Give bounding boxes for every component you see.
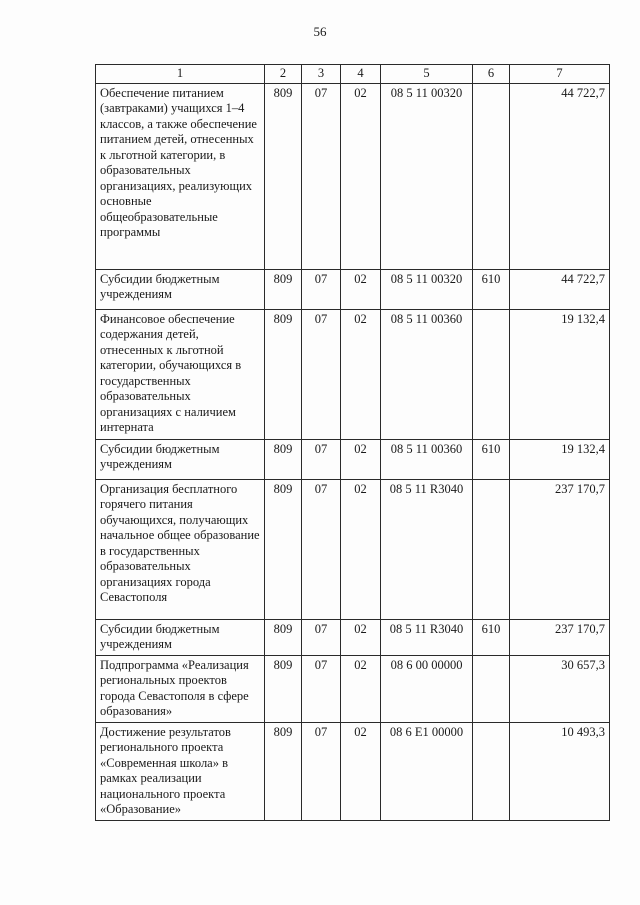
table-row [96, 655, 610, 722]
row-name: Субсидии бюджетным учреждениям [96, 619, 265, 655]
row-ministry-code: 809 [265, 309, 302, 439]
table-row [96, 309, 610, 439]
row-expense-type [473, 722, 510, 820]
table-row [96, 83, 610, 269]
row-target-code: 08 5 11 00360 [381, 309, 473, 439]
row-section-code: 07 [302, 722, 341, 820]
row-ministry-code: 809 [265, 722, 302, 820]
row-target-code: 08 5 11 00360 [381, 439, 473, 479]
row-expense-type: 610 [473, 439, 510, 479]
table-row [96, 439, 610, 479]
row-subsection-code: 02 [341, 619, 381, 655]
row-name: Организация бесплатного горячего питания обучающихся, получающих начальное общее образование в государственных образовательных организациях города Севастополя [96, 479, 265, 619]
row-section-code: 07 [302, 479, 341, 619]
row-amount: 44 722,7 [510, 269, 610, 309]
column-header-4: 4 [341, 65, 381, 84]
row-expense-type: 610 [473, 619, 510, 655]
row-expense-type [473, 309, 510, 439]
row-subsection-code: 02 [341, 722, 381, 820]
header-row [96, 65, 610, 84]
row-name: Подпрограмма «Реализация региональных проектов города Севастополя в сфере образования» [96, 655, 265, 722]
row-target-code: 08 5 11 00320 [381, 83, 473, 269]
column-header-2: 2 [265, 65, 302, 84]
table-row [96, 479, 610, 619]
row-name: Обеспечение питанием (завтраками) учащихся 1–4 классов, а также обеспечение питанием детей, отнесенных к льготной категории, в образовательных организациях, реализующих основные общеобразовательные программы [96, 83, 265, 269]
row-subsection-code: 02 [341, 439, 381, 479]
row-subsection-code: 02 [341, 479, 381, 619]
row-subsection-code: 02 [341, 83, 381, 269]
row-target-code: 08 5 11 00320 [381, 269, 473, 309]
row-name: Субсидии бюджетным учреждениям [96, 269, 265, 309]
row-section-code: 07 [302, 269, 341, 309]
row-expense-type: 610 [473, 269, 510, 309]
row-ministry-code: 809 [265, 479, 302, 619]
row-ministry-code: 809 [265, 619, 302, 655]
row-name: Достижение результатов регионального проекта «Современная школа» в рамках реализации национального проекта «Образование» [96, 722, 265, 820]
row-amount: 30 657,3 [510, 655, 610, 722]
row-amount: 10 493,3 [510, 722, 610, 820]
row-expense-type [473, 83, 510, 269]
row-target-code: 08 5 11 R3040 [381, 619, 473, 655]
table-row [96, 269, 610, 309]
row-amount: 19 132,4 [510, 439, 610, 479]
row-target-code: 08 6 00 00000 [381, 655, 473, 722]
page-number: 56 [313, 24, 327, 39]
column-header-7: 7 [510, 65, 610, 84]
row-name: Субсидии бюджетным учреждениям [96, 439, 265, 479]
budget-table [95, 64, 610, 821]
row-ministry-code: 809 [265, 655, 302, 722]
row-section-code: 07 [302, 83, 341, 269]
row-subsection-code: 02 [341, 655, 381, 722]
row-amount: 44 722,7 [510, 83, 610, 269]
column-header-1: 1 [96, 65, 265, 84]
row-ministry-code: 809 [265, 269, 302, 309]
row-section-code: 07 [302, 309, 341, 439]
row-amount: 19 132,4 [510, 309, 610, 439]
table-row [96, 619, 610, 655]
table-row [96, 722, 610, 820]
column-header-5: 5 [381, 65, 473, 84]
row-ministry-code: 809 [265, 83, 302, 269]
row-section-code: 07 [302, 439, 341, 479]
column-header-3: 3 [302, 65, 341, 84]
row-amount: 237 170,7 [510, 479, 610, 619]
row-subsection-code: 02 [341, 269, 381, 309]
row-target-code: 08 6 E1 00000 [381, 722, 473, 820]
row-section-code: 07 [302, 619, 341, 655]
row-name: Финансовое обеспечение содержания детей, отнесенных к льготной категории, обучающихся в государственных образовательных организациях с наличием интерната [96, 309, 265, 439]
row-ministry-code: 809 [265, 439, 302, 479]
row-target-code: 08 5 11 R3040 [381, 479, 473, 619]
row-expense-type [473, 655, 510, 722]
row-section-code: 07 [302, 655, 341, 722]
row-expense-type [473, 479, 510, 619]
column-header-6: 6 [473, 65, 510, 84]
row-subsection-code: 02 [341, 309, 381, 439]
row-amount: 237 170,7 [510, 619, 610, 655]
